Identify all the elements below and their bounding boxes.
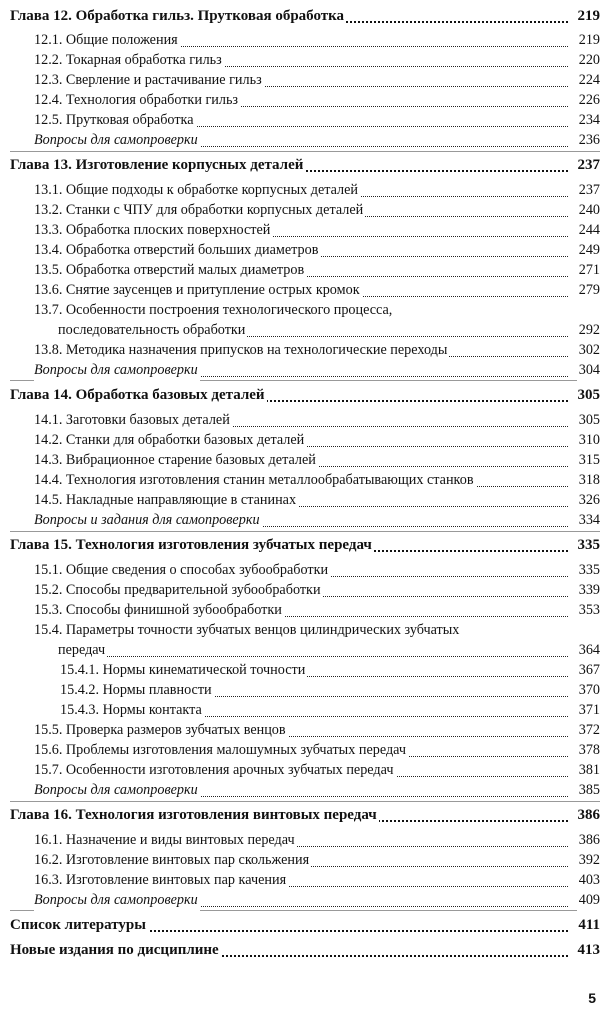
entry-page-number: 371	[577, 700, 600, 721]
entry-title: Вопросы для самопроверки	[34, 780, 200, 801]
entry-title: 15.1. Общие сведения о способах зубообработки	[34, 560, 330, 581]
entry-title: Глава 16. Технология изготовления винтовых передач	[10, 805, 379, 826]
dot-leader	[62, 653, 568, 657]
toc-section-entry	[0, 470, 610, 491]
entry-page-number: 240	[577, 200, 600, 221]
entry-page-number: 226	[577, 90, 600, 111]
entry-title: 13.1. Общие подходы к обработке корпусных деталей	[34, 180, 360, 201]
toc-section-entry	[0, 580, 610, 601]
entry-page-number: 304	[577, 360, 600, 381]
entry-title: Глава 14. Обработка базовых деталей	[10, 385, 267, 406]
entry-page-number: 219	[576, 6, 601, 27]
entry-page-number: 367	[577, 660, 600, 681]
entry-title: 15.6. Проблемы изготовления малошумных зубчатых передач	[34, 740, 408, 761]
entry-page-number: 244	[577, 220, 600, 241]
entry-title: 14.4. Технология изготовления станин металлообрабатывающих станков	[34, 470, 476, 491]
entry-page-number: 335	[576, 535, 601, 556]
entry-page-number: 381	[577, 760, 600, 781]
entry-page-number: 271	[577, 260, 600, 281]
entry-title: Новые издания по дисциплине	[10, 940, 221, 961]
entry-title: 13.7. Особенности построения технологического процесса,	[34, 300, 394, 321]
entry-title: 13.8. Методика назначения припусков на технологические переходы	[34, 340, 449, 361]
toc-section-entry	[0, 680, 610, 701]
entry-title: 14.5. Накладные направляющие в станинах	[34, 490, 298, 511]
entry-title: Глава 15. Технология изготовления зубчатых передач	[10, 535, 374, 556]
entry-page-number: 378	[577, 740, 600, 761]
entry-title: 16.2. Изготовление винтовых пар скольжения	[34, 850, 311, 871]
entry-title: 12.5. Прутковая обработка	[34, 110, 196, 131]
entry-page-number: 339	[577, 580, 600, 601]
toc-section-entry	[0, 300, 610, 321]
entry-page-number: 236	[577, 130, 600, 151]
entry-title: 13.2. Станки с ЧПУ для обработки корпусных деталей	[34, 200, 365, 221]
page-number: 5	[588, 990, 596, 1006]
toc-section-entry	[0, 600, 610, 621]
entry-page-number: 370	[577, 680, 600, 701]
entry-title: 16.1. Назначение и виды винтовых передач	[34, 830, 297, 851]
entry-title: Вопросы для самопроверки	[34, 890, 200, 911]
toc-section-entry	[0, 280, 610, 301]
entry-title: Глава 12. Обработка гильз. Прутковая обработка	[10, 6, 346, 27]
toc-section-entry	[0, 740, 610, 761]
toc-section-entry	[0, 200, 610, 221]
entry-title: 12.3. Сверление и растачивание гильз	[34, 70, 264, 91]
entry-page-number: 219	[577, 30, 600, 51]
toc-section-entry	[0, 410, 610, 431]
entry-page-number: 224	[577, 70, 600, 91]
entry-page-number: 385	[577, 780, 600, 801]
entry-page-number: 318	[577, 470, 600, 491]
toc-section-entry	[0, 870, 610, 891]
toc-chapter-entry	[0, 535, 610, 556]
toc-section-entry	[0, 560, 610, 581]
toc-section-entry	[0, 640, 610, 661]
toc-section-entry	[0, 320, 610, 341]
entry-title: 13.3. Обработка плоских поверхностей	[34, 220, 272, 241]
entry-title: 12.2. Токарная обработка гильз	[34, 50, 224, 71]
toc-chapter-entry	[0, 915, 610, 936]
entry-title: 12.1. Общие положения	[34, 30, 180, 51]
entry-title: 15.2. Способы предварительной зубообработки	[34, 580, 323, 601]
entry-title: 15.5. Проверка размеров зубчатых венцов	[34, 720, 288, 741]
entry-page-number: 411	[576, 915, 600, 936]
entry-title: 14.2. Станки для обработки базовых деталей	[34, 430, 306, 451]
toc-section-entry	[0, 110, 610, 131]
entry-page-number: 305	[576, 385, 601, 406]
entry-page-number: 392	[577, 850, 600, 871]
toc-chapter-entry	[0, 155, 610, 176]
toc-questions-entry	[0, 360, 610, 381]
toc-section-entry	[0, 490, 610, 511]
entry-title: 15.4. Параметры точности зубчатых венцов цилиндрических зубчатых	[34, 620, 461, 641]
toc-section-entry	[0, 660, 610, 681]
entry-page-number: 302	[577, 340, 600, 361]
toc-chapter-entry	[0, 385, 610, 406]
entry-title: передач	[58, 640, 107, 661]
entry-title: Глава 13. Изготовление корпусных деталей	[10, 155, 305, 176]
entry-page-number: 326	[577, 490, 600, 511]
toc-section-entry	[0, 850, 610, 871]
toc-section-entry	[0, 720, 610, 741]
entry-title: Список литературы	[10, 915, 148, 936]
entry-page-number: 335	[577, 560, 600, 581]
toc-section-entry	[0, 830, 610, 851]
toc-chapter-entry	[0, 940, 610, 961]
toc-section-entry	[0, 760, 610, 781]
entry-page-number: 220	[577, 50, 600, 71]
entry-page-number: 386	[577, 830, 600, 851]
entry-title: 15.4.3. Нормы контакта	[60, 700, 204, 721]
section-divider	[10, 151, 600, 152]
entry-title: 15.3. Способы финишной зубообработки	[34, 600, 284, 621]
entry-title: 15.4.1. Нормы кинематической точности	[60, 660, 307, 681]
entry-title: последовательность обработки	[58, 320, 247, 341]
toc-chapter-entry	[0, 6, 610, 27]
entry-page-number: 315	[577, 450, 600, 471]
entry-page-number: 364	[577, 640, 600, 661]
toc-section-entry	[0, 30, 610, 51]
entry-page-number: 334	[577, 510, 600, 531]
toc-questions-entry	[0, 780, 610, 801]
entry-title: 13.5. Обработка отверстий малых диаметров	[34, 260, 306, 281]
toc-section-entry	[0, 90, 610, 111]
toc-section-entry	[0, 260, 610, 281]
toc-section-entry	[0, 450, 610, 471]
toc-section-entry	[0, 50, 610, 71]
entry-page-number: 310	[577, 430, 600, 451]
toc-section-entry	[0, 430, 610, 451]
entry-page-number: 353	[577, 600, 600, 621]
entry-page-number: 237	[577, 180, 600, 201]
entry-title: 13.6. Снятие заусенцев и притупление острых кромок	[34, 280, 362, 301]
entry-page-number: 386	[576, 805, 601, 826]
toc-section-entry	[0, 700, 610, 721]
entry-page-number: 237	[576, 155, 601, 176]
section-divider	[10, 531, 600, 532]
entry-title: 16.3. Изготовление винтовых пар качения	[34, 870, 288, 891]
toc-section-entry	[0, 220, 610, 241]
entry-title: 15.7. Особенности изготовления арочных зубчатых передач	[34, 760, 396, 781]
toc-questions-entry	[0, 510, 610, 531]
entry-title: 14.3. Вибрационное старение базовых деталей	[34, 450, 318, 471]
toc-section-entry	[0, 180, 610, 201]
entry-page-number: 372	[577, 720, 600, 741]
entry-page-number: 305	[577, 410, 600, 431]
entry-page-number: 409	[577, 890, 600, 911]
entry-title: Вопросы и задания для самопроверки	[34, 510, 262, 531]
entry-page-number: 403	[577, 870, 600, 891]
entry-page-number: 249	[577, 240, 600, 261]
entry-page-number: 234	[577, 110, 600, 131]
entry-page-number: 292	[577, 320, 600, 341]
entry-title: Вопросы для самопроверки	[34, 130, 200, 151]
toc-section-entry	[0, 240, 610, 261]
entry-page-number: 279	[577, 280, 600, 301]
toc-questions-entry	[0, 130, 610, 151]
entry-title: Вопросы для самопроверки	[34, 360, 200, 381]
toc-section-entry	[0, 340, 610, 361]
toc-chapter-entry	[0, 805, 610, 826]
toc-section-entry	[0, 70, 610, 91]
entry-title: 14.1. Заготовки базовых деталей	[34, 410, 232, 431]
entry-page-number: 413	[576, 940, 601, 961]
entry-title: 12.4. Технология обработки гильз	[34, 90, 240, 111]
entry-title: 13.4. Обработка отверстий больших диаметров	[34, 240, 320, 261]
entry-title: 15.4.2. Нормы плавности	[60, 680, 214, 701]
section-divider	[10, 801, 600, 802]
toc-questions-entry	[0, 890, 610, 911]
toc-section-entry	[0, 620, 610, 641]
